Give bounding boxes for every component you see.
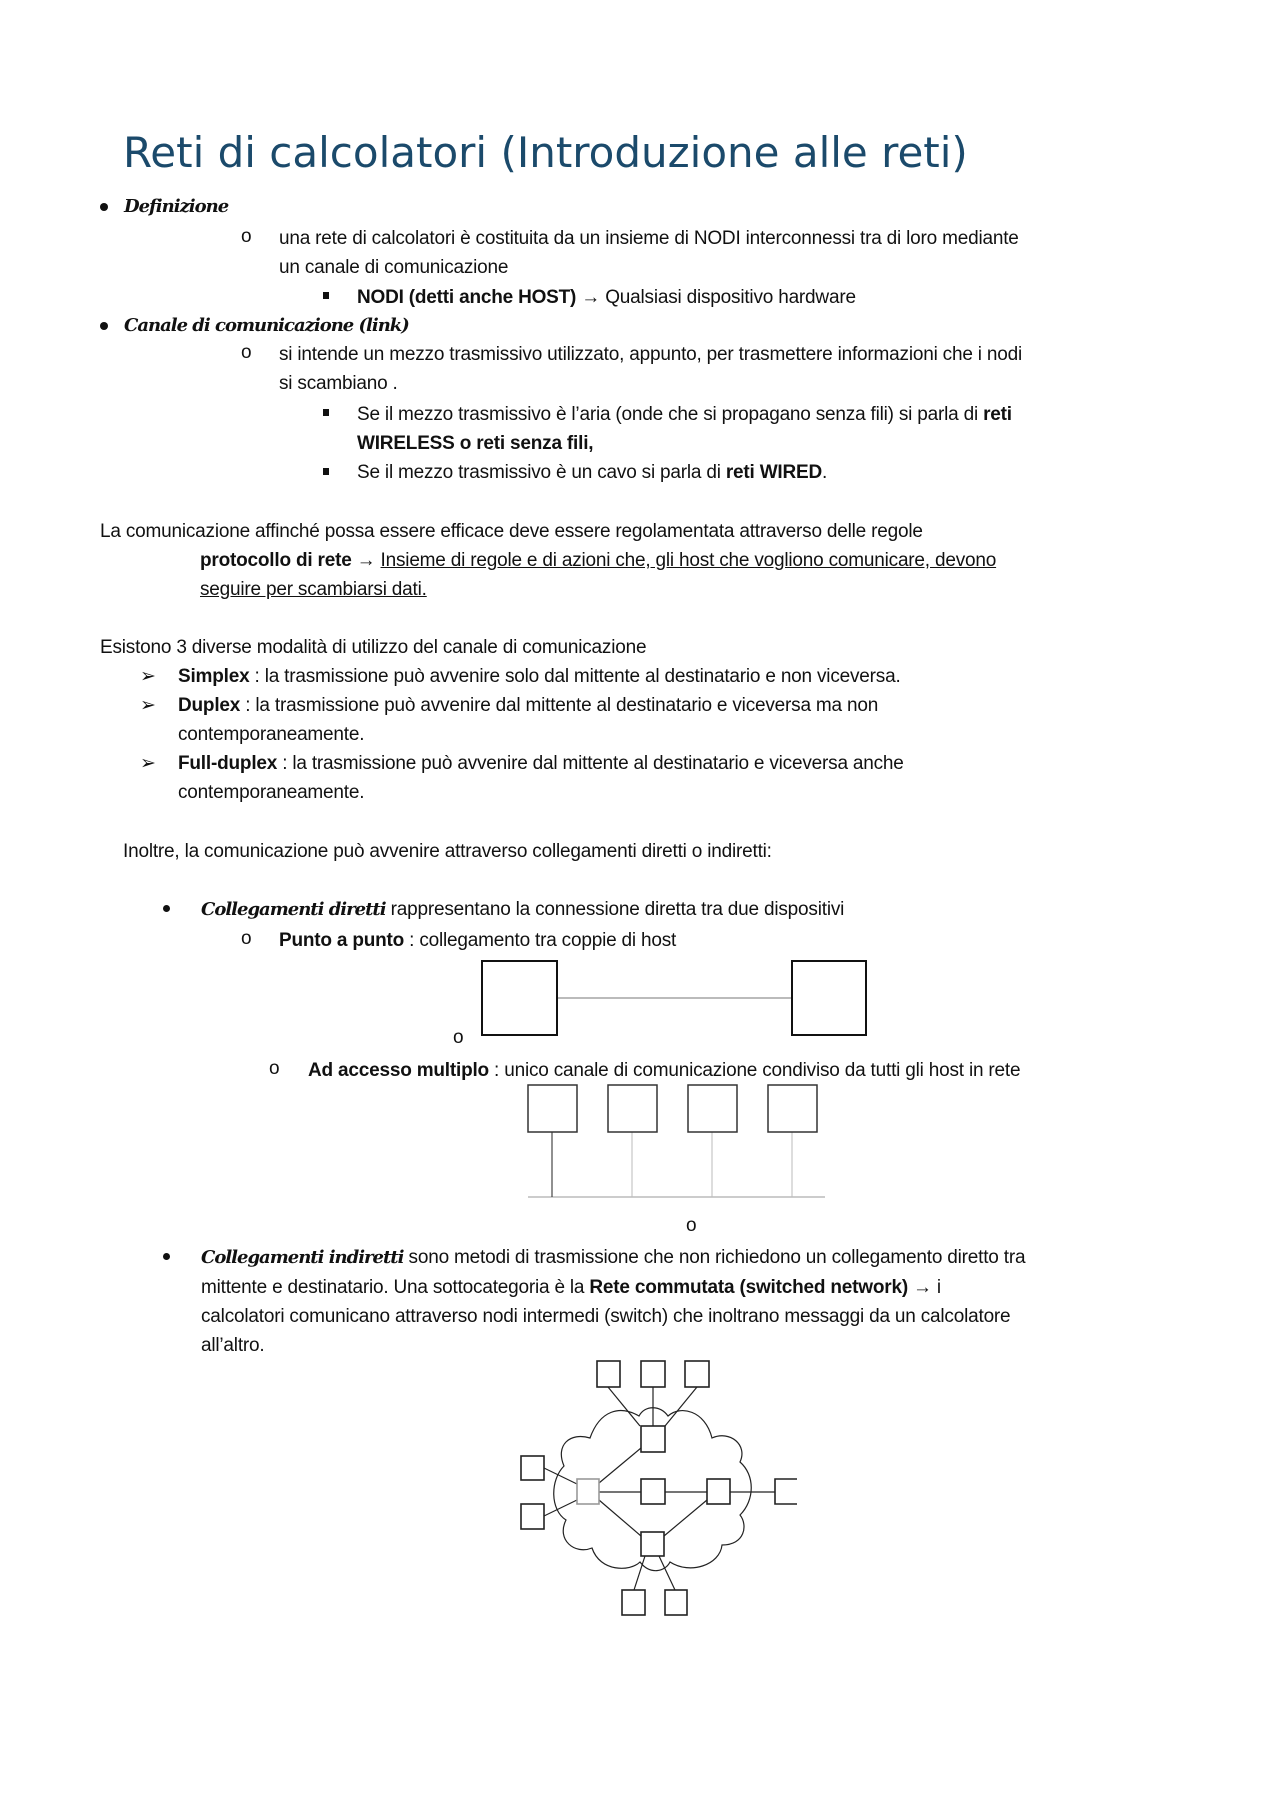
host-box — [792, 961, 866, 1035]
switched-network-term: Rete commutata (switched network) — [589, 1277, 908, 1298]
switch-box — [577, 1479, 599, 1504]
mode-term: Full-duplex — [178, 753, 278, 774]
nodi-term: NODI (detti anche HOST) — [357, 287, 577, 308]
host-box — [521, 1456, 544, 1480]
host-box — [622, 1590, 645, 1615]
host-box — [528, 1085, 577, 1132]
indirect-links-line: all’altro. — [201, 1335, 265, 1356]
wireless-term: WIRELESS o reti senza fili, — [357, 433, 594, 454]
circle-bullet-icon: o — [241, 928, 252, 949]
host-box — [597, 1361, 620, 1387]
multiple-access-diagram — [528, 1085, 825, 1197]
mode-cont: contemporaneamente. — [178, 782, 365, 803]
mode-desc: : la trasmissione può avvenire solo dal mittente al destinatario e non viceversa. — [249, 666, 901, 687]
mode-desc: : la trasmissione può avvenire dal mittente al destinatario e viceversa anche — [277, 753, 904, 774]
direct-links-heading: Collegamenti diretti — [201, 899, 386, 920]
page-title: Reti di calcolatori (Introduzione alle reti) — [123, 128, 968, 177]
switch-box — [707, 1479, 730, 1504]
circle-bullet-icon: o — [453, 1027, 464, 1048]
circle-bullet-icon: o — [241, 226, 252, 247]
indirect-links-heading: Collegamenti indiretti — [201, 1247, 404, 1268]
nodi-desc: Qualsiasi dispositivo hardware — [600, 287, 856, 308]
arrow-icon: → — [907, 1277, 937, 1298]
host-box — [641, 1361, 665, 1387]
host-box — [775, 1479, 797, 1504]
host-box — [688, 1085, 737, 1132]
circle-bullet-icon: o — [686, 1215, 697, 1236]
mode-term: Simplex — [178, 666, 250, 687]
definition-line: un canale di comunicazione — [279, 257, 509, 278]
point-to-point-term: Punto a punto — [279, 930, 405, 951]
arrow-bullet-icon: ➢ — [140, 695, 156, 716]
indirect-links-line: calcolatori comunicano attraverso nodi intermedi (switch) che inoltrano messaggi da un calcolatore — [201, 1306, 1011, 1327]
wired-end: . — [822, 462, 828, 483]
modes-intro: Esistono 3 diverse modalità di utilizzo del canale di comunicazione — [100, 637, 647, 658]
switched-network-diagram — [521, 1361, 797, 1615]
canale-line: si intende un mezzo trasmissivo utilizzato, appunto, per trasmettere informazioni che i nodi — [279, 344, 1023, 365]
arrow-icon: → — [581, 287, 601, 308]
mode-desc: : la trasmissione può avvenire dal mittente al destinatario e viceversa ma non — [240, 695, 879, 716]
protocol-term: protocollo di rete — [200, 550, 352, 571]
protocol-definition-cont: seguire per scambiarsi dati. — [200, 579, 427, 600]
links-intro: Inoltre, la comunicazione può avvenire attraverso collegamenti diretti o indiretti: — [123, 841, 772, 862]
host-box — [608, 1085, 657, 1132]
indirect-text: i — [936, 1277, 941, 1298]
arrow-bullet-icon: ➢ — [140, 753, 156, 774]
circle-bullet-icon: o — [269, 1058, 280, 1079]
arrow-icon: → — [351, 550, 381, 571]
point-to-point-diagram — [482, 961, 866, 1035]
direct-links-desc: rappresentano la connessione diretta tra due dispositivi — [385, 899, 845, 920]
canale-line: si scambiano . — [279, 373, 398, 394]
point-to-point-desc: : collegamento tra coppie di host — [404, 930, 677, 951]
mode-cont: contemporaneamente. — [178, 724, 365, 745]
section-heading-canale: Canale di comunicazione (link) — [124, 315, 409, 336]
protocol-intro: La comunicazione affinché possa essere efficace deve essere regolamentata attraverso delle regole — [100, 521, 923, 542]
host-box — [685, 1361, 709, 1387]
wireless-text: Se il mezzo trasmissivo è l’aria (onde che si propagano senza fili) si parla di — [357, 404, 984, 425]
switch-box — [641, 1426, 665, 1452]
wired-text: Se il mezzo trasmissivo è un cavo si parla di — [357, 462, 726, 483]
indirect-text: mittente e destinatario. Una sottocategoria è la — [201, 1277, 590, 1298]
wired-term: reti WIRED — [725, 462, 823, 483]
wireless-term: reti — [983, 404, 1012, 425]
host-box — [768, 1085, 817, 1132]
arrow-bullet-icon: ➢ — [140, 666, 156, 687]
indirect-links-desc: sono metodi di trasmissione che non richiedono un collegamento diretto tra — [403, 1247, 1026, 1268]
multiple-access-desc: : unico canale di comunicazione condiviso da tutti gli host in rete — [488, 1060, 1021, 1081]
multiple-access-term: Ad accesso multiplo — [308, 1060, 489, 1081]
host-box — [665, 1590, 687, 1615]
switch-box — [641, 1532, 664, 1556]
circle-bullet-icon: o — [241, 342, 252, 363]
switch-box — [641, 1479, 665, 1504]
protocol-definition: Insieme di regole e di azioni che, gli host che vogliono comunicare, devono — [380, 550, 997, 571]
host-box — [482, 961, 557, 1035]
section-heading-definizione: Definizione — [124, 196, 229, 217]
host-box — [521, 1504, 544, 1529]
definition-line: una rete di calcolatori è costituita da un insieme di NODI interconnessi tra di loro mediante — [279, 228, 1019, 249]
mode-term: Duplex — [178, 695, 241, 716]
